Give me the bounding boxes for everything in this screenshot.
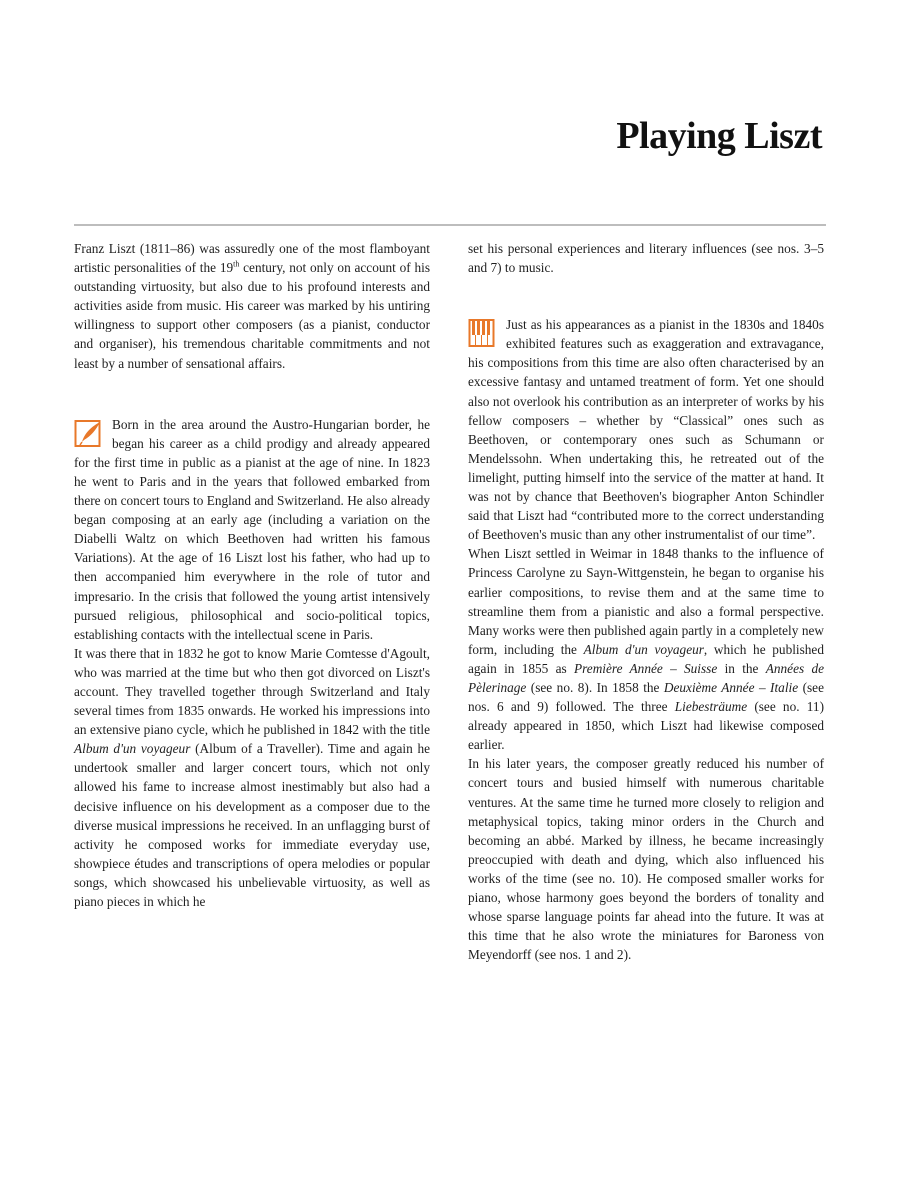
pianist-paragraph: Just as his appearances as a pianist in the 1830s and 1840s exhibited features such as exaggeration and extravagance, his compositions from this time are also often characterised by an excessive fantasy and untamed treatment of form. Yet one should also not overlook his contribution as an interpreter of works by his fellow composers – whether by “Classical” ones such as Beethoven, or contemporary ones such as Schumann or Mendelssohn. When undertaking this, he retreated out of the limelight, putting himself into the service of the matter at hand. It was not by chance that Beethoven's biographer Anton Schindler said that Liszt had “contributed more to the correct understanding of Beethoven's music than any other instrumentalist of our time”. [468, 317, 824, 543]
left-column [74, 239, 430, 911]
quill-pen-icon [74, 418, 104, 448]
page-title: Playing Liszt [616, 115, 822, 157]
continuation-paragraph: set his personal experiences and literary influences (see nos. 3–5 and 7) to music. [468, 241, 824, 276]
intro-paragraph: Franz Liszt (1811–86) was assuredly one of the most flamboyant artistic personalities of the 19th century, not only on account of his outstanding virtuosity, but also due to his profound interests and activities aside from music. His career was marked by his untiring willingness to support other composers (as a pianist, conductor and organiser), his tremendous charitable commitments and not least by a number of sensational affairs. [74, 241, 430, 371]
later-years-paragraph: In his later years, the composer greatly reduced his number of concert tours and busied himself with numerous charitable ventures. At the same time he turned more closely to religion and metaphysical topics, taking minor orders in the Church and becoming an abbé. Marked by illness, he became increasingly preoccupied with death and dying, which also influenced his works of the time (see no. 10). He composed smaller works for piano, whose harmony goes beyond the borders of tonality and whose sparse language points far ahead into the future. It was at this time that he also wrote the miniatures for Baroness von Meyendorff (see nos. 1 and 2). [468, 756, 824, 963]
right-column [468, 239, 824, 964]
piano-keys-icon [468, 318, 498, 348]
biography-paragraph: Born in the area around the Austro-Hungarian border, he began his career as a child prodigy and already appeared for the first time in public as a pianist at the age of nine. In 1823 he went to Paris and in the years that followed embarked from there on concert tours to England and Switzerland. He also already began composing at an early age (including a variation on the Diabelli Waltz on which Beethoven had written his famous Variations). At the age of 16 Liszt lost his father, who had up to then accompanied him everywhere in the role of tutor and impresario. In the crisis that followed the young artist intensively pursued religious, philosophical and socio-political topics, establishing contacts with the intellectual scene in Paris. [74, 416, 430, 642]
weimar-paragraph: When Liszt settled in Weimar in 1848 thanks to the influence of Princess Carolyne zu Sayn-Wittgenstein, he began to organise his earlier compositions, to revise them and at the same time to streamline them from a pianistic and also a formal perspective. Many works were then published again partly in a completely new form, including the Album d'un voyageur, which he published again in 1855 as Première Année – Suisse in the Années de Pèlerinage (see no. 8). In 1858 the Deuxième Année – Italie (see nos. 6 and 9) followed. The three Liebesträume (see no. 11) already appeared in 1850, which Liszt had likewise composed earlier. [468, 546, 824, 753]
title-rule [74, 224, 826, 226]
paris-paragraph: It was there that in 1832 he got to know Marie Comtesse d'Agoult, who was married at the time but who then got divorced on Liszt's account. They travelled together through Switzerland and Italy several times from 1835 onwards. He worked his impressions into an extensive piano cycle, which he published in 1842 with the title Album d'un voyageur (Album of a Traveller). Time and again he undertook smaller and larger concert tours, which not only allowed his fame to increase almost inestimably but also had a decisive influence on his development as a composer due to the diverse musical impressions he received. In an unflagging burst of activity he composed works for immediate everyday use, showpiece études and transcriptions of opera melodies or popular songs, which showcased his unbelievable virtuosity, as well as piano pieces in which he [74, 645, 430, 909]
